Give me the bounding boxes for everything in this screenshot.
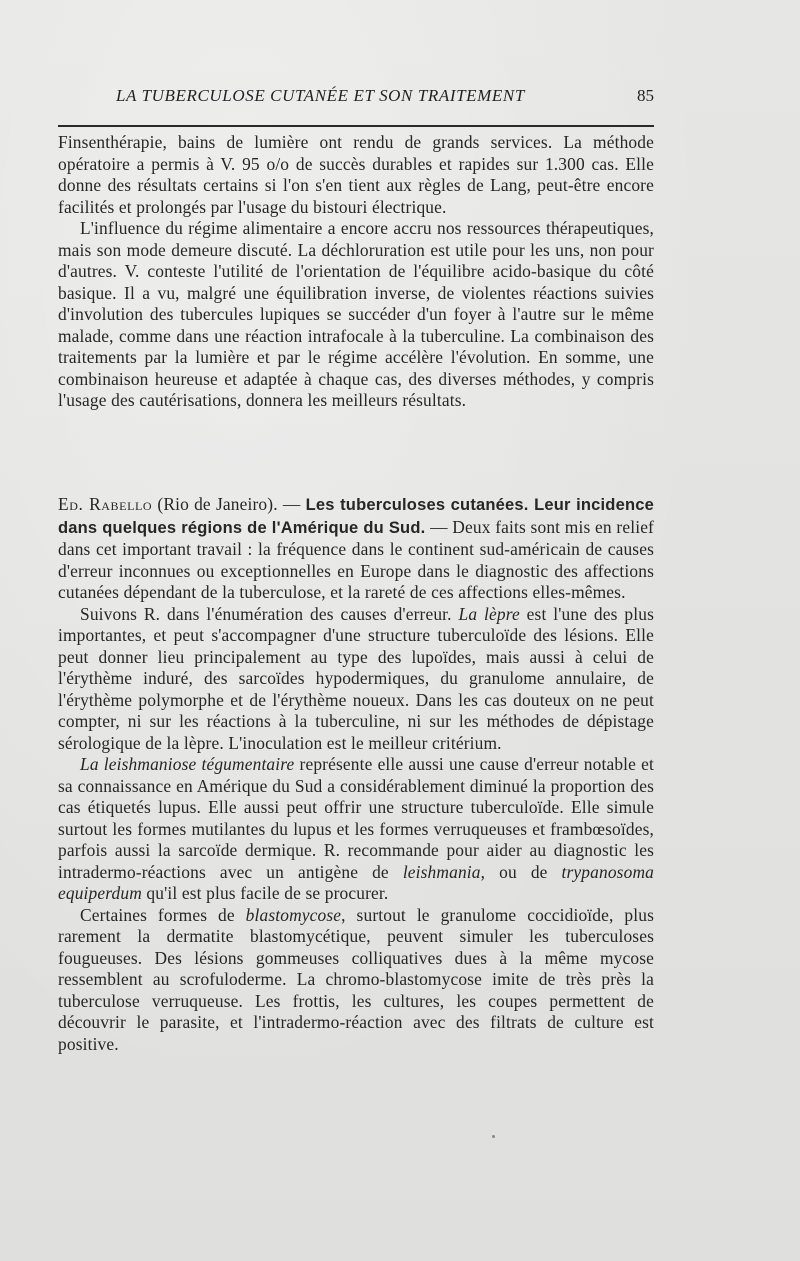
lepre-text-b: est l'une des plus importantes, et peut s'accompagner d'une structure tuberculoïde des lésions. Elle peut donner lieu principalement au type des lupoïdes, mais aussi à celui de l'érythème induré, des sarcoïdes hypodermiques, du granulome annulaire, de l'érythème polymorphe et de l'érythème noueux. Dans les cas douteux on ne peut compter, ni sur les réactions à la tuberculine, ni sur les méthodes de dépistage sérologique de la lèpre. L'inoculation est le meilleur critérium. [58, 603, 654, 753]
running-title: LA TUBERCULOSE CUTANÉE ET SON TRAITEMENT [116, 86, 525, 105]
page-header [58, 86, 654, 116]
paper-speck [492, 1135, 495, 1138]
leishmaniose-text-c: qu'il est plus facile de se procurer. [141, 883, 389, 903]
blastomycose-italic: blastomycose [245, 904, 342, 925]
review-author: Ed. Rabello [58, 494, 153, 514]
review-rabello [58, 494, 654, 1055]
lepre-italic: La lèpre [458, 603, 520, 624]
header-rule [58, 125, 654, 127]
leishmaniose-text-b: , ou de [480, 861, 562, 882]
section-continuation [58, 132, 654, 412]
leishmaniose-italic: La leishmaniose tégumentaire [80, 754, 295, 774]
leishmaniose-text-a: représente elle aussi une cause d'erreur notable et sa connaissance en Amérique du Sud a considérablement diminué la proportion des cas étiquetés lupus. Elle aussi peut offrir une structure tuberculoïde. Elle simule surtout les formes mutilantes du lupus et les formes verruqueuses et frambœsoïdes, parfois aussi la sarcoïde dermique. R. recommande pour aider au diagnostic les intradermo-réactions avec un antigène de [58, 754, 654, 882]
paragraph-finsentherapie: Finsenthérapie, bains de lumière ont rendu de grands services. La méthode opératoire a permis à V. 95 o/o de succès durables et rapides sur 1.300 cas. Elle donne des résultats certains si l'on s'en tient aux règles de Lang, peut-être encore facilités et prolongés par l'usage du bistouri électrique. [58, 132, 654, 217]
review-heading-paragraph [58, 494, 654, 604]
review-title: Les tuberculoses cutanées. Leur incidence dans quelques régions de l'Amérique du Sud. [58, 496, 654, 537]
heading-dash: — [277, 494, 306, 514]
review-author-place: (Rio de Janeiro). [157, 494, 278, 514]
blastomycose-text-b: , surtout le granulome coccidioïde, plus rarement la dermatite blastomycétique, peuvent simuler les tuberculoses fougueuses. Des lésions gommeuses colliquatives dues à la même mycose ressemblent au scrofuloderme. La chromo-blastomycose imite de très près la tuberculose verruqueuse. Les frottis, les cultures, les coupes permettent de découvrir le parasite, et l'intradermo-réaction avec des filtrats de culture est positive. [58, 904, 654, 1054]
paragraph-leishmaniose [58, 754, 654, 905]
paragraph-blastomycose [58, 905, 654, 1056]
lepre-text-a: Suivons R. dans l'énumération des causes d'erreur. [80, 603, 459, 624]
paragraph-deux-faits: — Deux faits sont mis en relief dans cet important travail : la fréquence dans le continent sud-américain de causes d'erreur inconnues ou exceptionnelles en Europe dans le diagnostic des affections cutanées dépendant de la tuberculose, et la rareté de ces affections elles-mêmes. [58, 516, 654, 602]
blastomycose-text-a: Certaines formes de [80, 904, 246, 925]
paragraph-regime-alimentaire: L'influence du régime alimentaire a encore accru nos ressources thérapeutiques, mais son mode demeure discuté. La déchloruration est utile pour les uns, non pour d'autres. V. conteste l'utilité de l'orientation de l'équilibre acido-basique du côté basique. Il a vu, malgré une équilibration inverse, de violentes réactions suivies d'involution des tubercules lupiques se succéder d'un foyer à l'autre sur le même malade, comme dans une réaction intrafocale à la tuberculine. La combinaison des traitements par la lumière et par le régime accélère l'évolution. En somme, une combinaison heureuse et adaptée à chaque cas, des diverses méthodes, y compris l'usage des cautérisations, donnera les meilleurs résultats. [58, 218, 654, 410]
page-number: 85 [637, 86, 654, 105]
leishmania-italic: leishmania [402, 861, 481, 882]
paragraph-lepre [58, 604, 654, 755]
trypanosoma-italic: trypanosoma equiperdum [58, 861, 654, 903]
